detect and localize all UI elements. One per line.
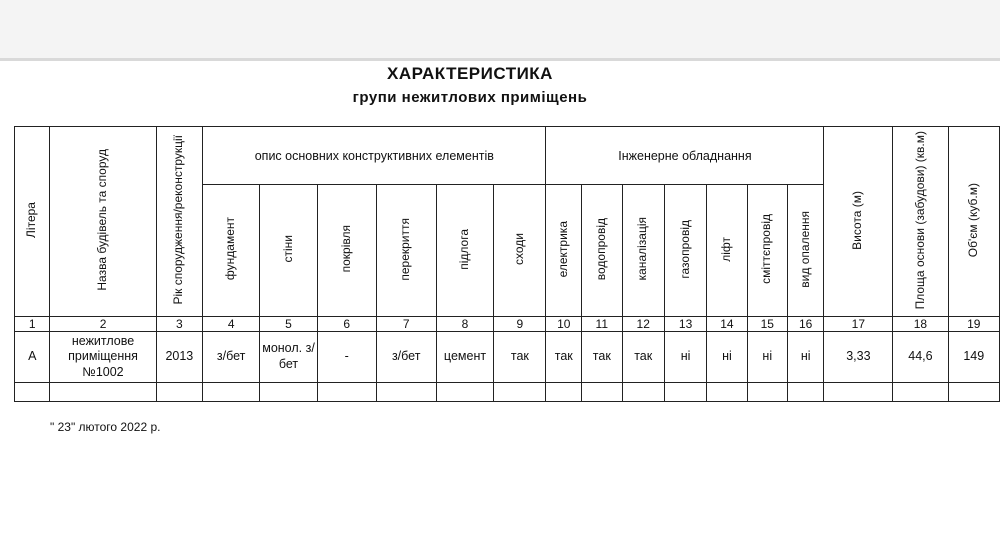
cell-overlap: з/бет <box>376 332 436 383</box>
header-stairs: сходи <box>494 185 546 317</box>
table-row <box>15 332 1000 383</box>
cell-litera: А <box>15 332 50 383</box>
document-subtitle: групи нежитлових приміщень <box>352 89 588 106</box>
cell-roof: - <box>317 332 376 383</box>
cell-floor: цемент <box>436 332 494 383</box>
header-height: Висота (м) <box>824 127 893 317</box>
header-lift: ліфт <box>707 185 747 317</box>
header-walls: стіни <box>260 185 318 317</box>
cell-walls: монол. з/бет <box>260 332 318 383</box>
column-number: 1 <box>15 317 50 332</box>
header-construct-group: опис основних конструктивних елементів <box>203 127 546 185</box>
header-electric: електрика <box>546 185 582 317</box>
header-overlap: перекриття <box>376 185 436 317</box>
cell-year: 2013 <box>156 332 203 383</box>
characteristics-table <box>14 126 1000 402</box>
column-number: 16 <box>787 317 823 332</box>
scan-top-band <box>0 0 1000 58</box>
header-volume: Об'єм (куб.м) <box>948 127 999 317</box>
document-date: " 23" лютого 2022 р. <box>50 420 161 434</box>
cell-gas: ні <box>664 332 706 383</box>
header-sewer: каналізація <box>622 185 664 317</box>
column-number: 9 <box>494 317 546 332</box>
cell-lift: ні <box>707 332 747 383</box>
header-litera: Літера <box>15 127 50 317</box>
column-number: 17 <box>824 317 893 332</box>
column-number-row <box>15 317 1000 332</box>
cell-area: 44,6 <box>893 332 948 383</box>
header-heating: вид опалення <box>787 185 823 317</box>
header-water: водопровід <box>582 185 622 317</box>
cell-garbage: ні <box>747 332 787 383</box>
column-number: 7 <box>376 317 436 332</box>
column-number: 8 <box>436 317 494 332</box>
column-number: 14 <box>707 317 747 332</box>
cell-name: нежитлове приміщення №1002 <box>50 332 156 383</box>
cell-sewer: так <box>622 332 664 383</box>
cell-volume: 149 <box>948 332 999 383</box>
header-gas: газопровід <box>664 185 706 317</box>
cell-fundament: з/бет <box>203 332 260 383</box>
header-roof: покрівля <box>317 185 376 317</box>
empty-table-row <box>15 383 1000 402</box>
column-number: 4 <box>203 317 260 332</box>
header-floor: підлога <box>436 185 494 317</box>
cell-stairs: так <box>494 332 546 383</box>
column-number: 15 <box>747 317 787 332</box>
column-number: 2 <box>50 317 156 332</box>
header-engineering-group: Інженерне обладнання <box>546 127 824 185</box>
column-number: 10 <box>546 317 582 332</box>
cell-electric: так <box>546 332 582 383</box>
column-number: 12 <box>622 317 664 332</box>
column-number: 5 <box>260 317 318 332</box>
header-garbage: сміттєпровід <box>747 185 787 317</box>
column-number: 13 <box>664 317 706 332</box>
cell-water: так <box>582 332 622 383</box>
header-area: Площа основи (забудови) (кв.м) <box>893 127 948 317</box>
column-number: 11 <box>582 317 622 332</box>
column-number: 6 <box>317 317 376 332</box>
header-name: Назва будівель та споруд <box>50 127 156 317</box>
document-title: ХАРАКТЕРИСТИКА <box>387 64 553 83</box>
header-year: Рік спорудження/реконструкції <box>156 127 203 317</box>
column-number: 3 <box>156 317 203 332</box>
column-number: 19 <box>948 317 999 332</box>
header-fundament: фундамент <box>203 185 260 317</box>
column-number: 18 <box>893 317 948 332</box>
cell-height: 3,33 <box>824 332 893 383</box>
cell-heating: ні <box>787 332 823 383</box>
scan-page-edge <box>0 58 1000 61</box>
